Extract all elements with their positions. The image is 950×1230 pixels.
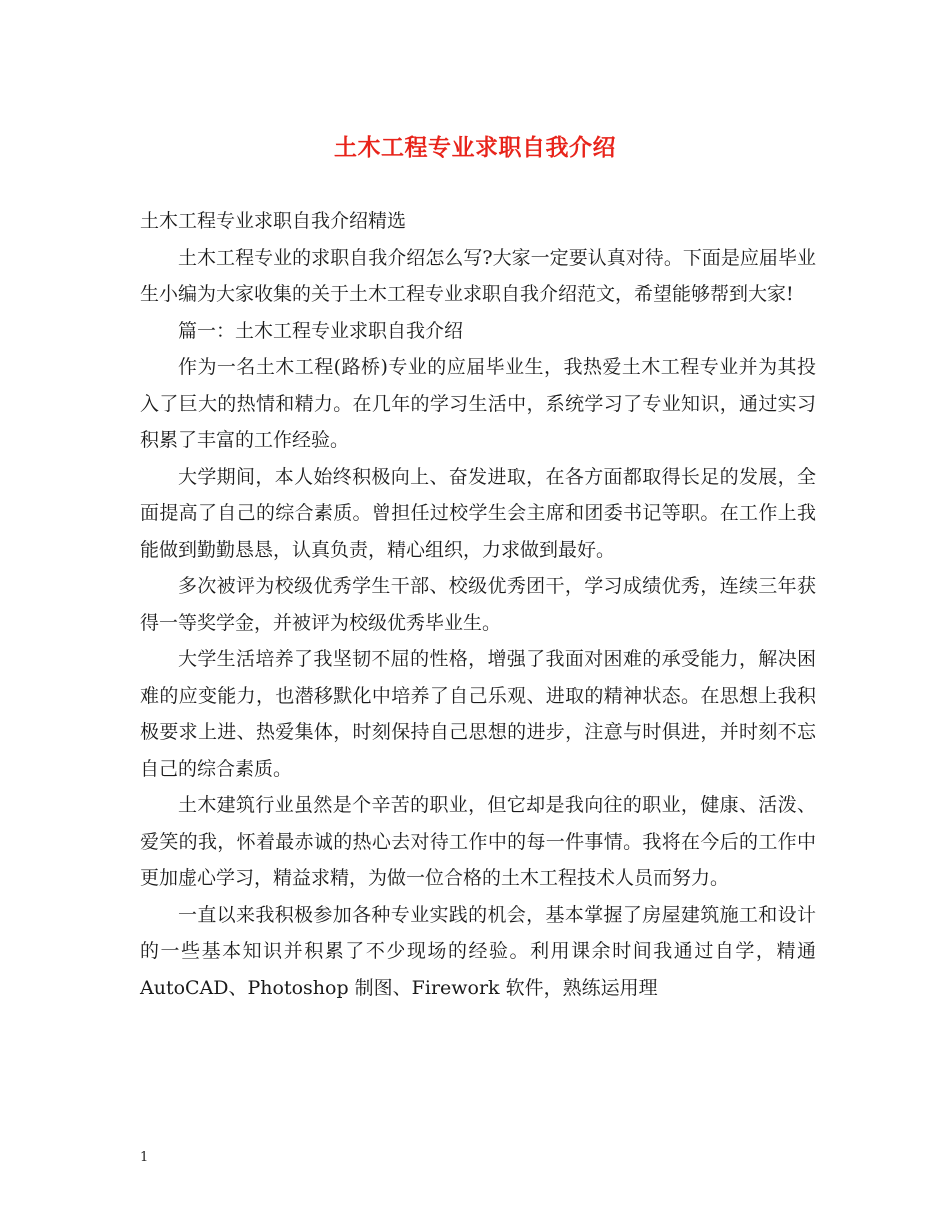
document-body — [140, 203, 816, 1006]
paragraph: 大学生活培养了我坚韧不屈的性格，增强了我面对困难的承受能力，解决困难的应变能力，也潜移默化中培养了自己乐观、进取的精神状态。在思想上我积极要求上进、热爱集体，时刻保持自己思想的进步，注意与时俱进，并时刻不忘自己的综合素质。 — [140, 648, 816, 780]
paragraph: 大学期间，本人始终积极向上、奋发进取，在各方面都取得长足的发展，全面提高了自己的综合素质。曾担任过校学生会主席和团委书记等职。在工作上我能做到勤勤恳恳，认真负责，精心组织，力求做到最好。 — [140, 465, 816, 561]
paragraph: 土木建筑行业虽然是个辛苦的职业，但它却是我向往的职业，健康、活泼、爱笑的我，怀着最赤诚的热心去对待工作中的每一件事情。我将在今后的工作中更加虚心学习，精益求精，为做一位合格的土木工程技术人员而努力。 — [140, 794, 816, 889]
document-title: 土木工程专业求职自我介绍 — [334, 134, 616, 161]
paragraph: 作为一名土木工程(路桥)专业的应届毕业生，我热爱土木工程专业并为其投入了巨大的热情和精力。在几年的学习生活中，系统学习了专业知识，通过实习积累了丰富的工作经验。 — [140, 356, 816, 451]
paragraph: 多次被评为校级优秀学生干部、校级优秀团干，学习成绩优秀，连续三年获得一等奖学金，并被评为校级优秀毕业生。 — [140, 575, 816, 634]
document-subtitle: 土木工程专业求职自我介绍精选 — [140, 210, 407, 232]
paragraph-intro: 土木工程专业的求职自我介绍怎么写?大家一定要认真对待。下面是应届毕业生小编为大家收集的关于土木工程专业求职自我介绍范文，希望能够帮到大家! — [140, 246, 816, 305]
paragraph: 一直以来我积极参加各种专业实践的机会，基本掌握了房屋建筑施工和设计的一些基本知识并积累了不少现场的经验。利用课余时间我通过自学，精通 AutoCAD、Photoshop 制图、Firework 软件，熟练运用理 — [140, 903, 816, 999]
section-heading: 篇一：土木工程专业求职自我介绍 — [178, 319, 464, 342]
page-number: 1 — [140, 1150, 149, 1165]
